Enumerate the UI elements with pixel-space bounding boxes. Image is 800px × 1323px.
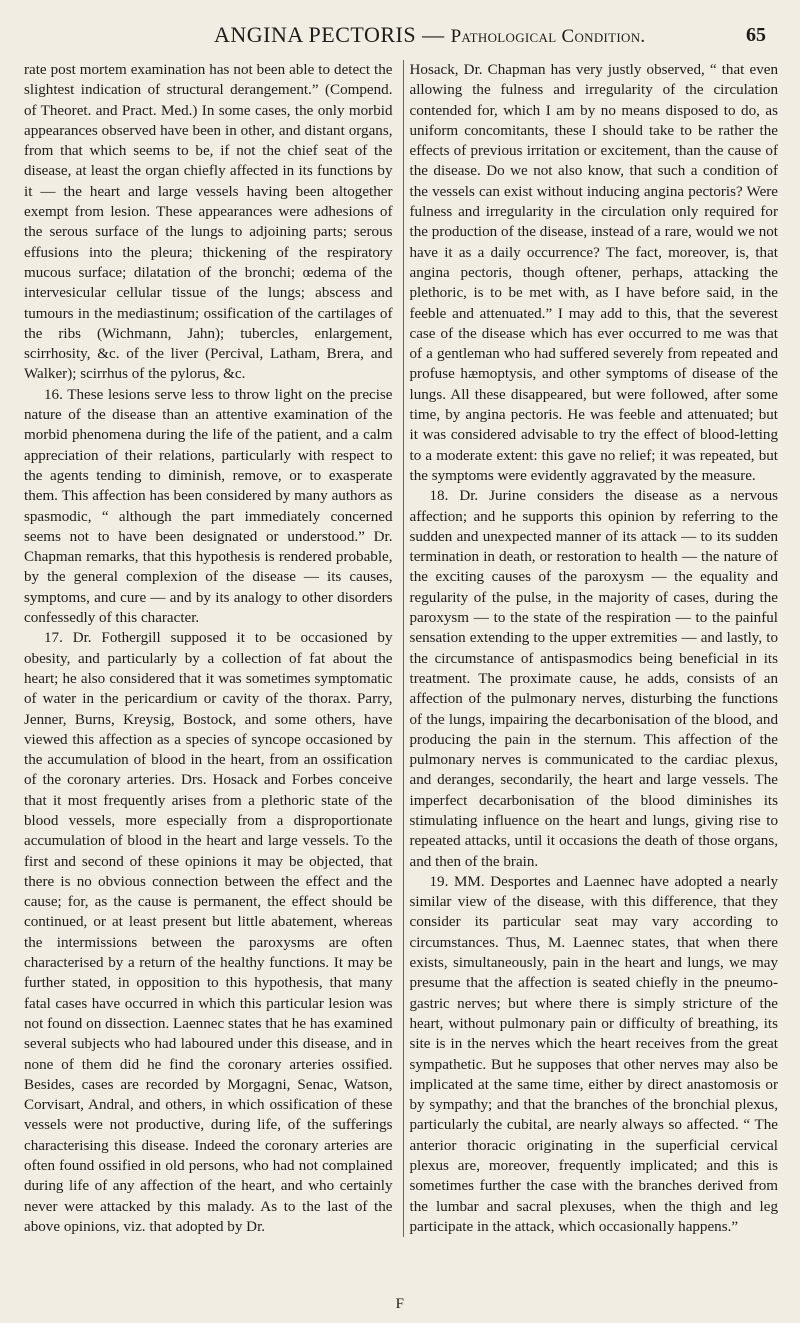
paragraph: Hosack, Dr. Chapman has very justly observed, “ that even allowing the fulness and irregularity of the circulation contended for, which I am by no means disposed to do, as uniform concomitants, these I should take to be rather the effects of previous irritation or excitement, than the cause of the disease. Do we not also know, that such a condition of the vessels can exist without inducing angina pectoris? Were fulness and irregularity in the circulation only required for the production of the disease, instead of a rare, would we not have it as a daily occurrence? The fact, moreover, is, that angina pectoris, though oftener, perhaps, attacking the plethoric, is to be met with, as I have before said, in the feeble and attenuated.” I may add to this, that the severest case of the disease which has ever occurred to me was that of a gentleman who had suffered severely from repeated and profuse hæmoptysis, and other symptoms of disease of the lungs. All these disappeared, but were followed, after some time, by angina pectoris. He was feeble and attenuated; but it was considered advisable to try the effect of blood-letting to a moderate extent: this gave no relief; it was repeated, but the symptoms were evidently aggravated by the measure. [409,62,778,484]
paragraph: 17. Dr. Fothergill supposed it to be occasioned by obesity, and particularly by a collection of fat about the heart; he also considered that it was sometimes symptomatic of water in the pericardium or cavity of the thorax. Parry, Jenner, Burns, Kreysig, Bostock, and some others, have viewed this affection as a species of syncope occasioned by the accumulation of blood in the heart, from an ossification of the coronary arteries. Drs. Hosack and Forbes conceive that it most frequently arises from a plethoric state of the blood vessels, more especially from a disproportionate accumulation of blood in the heart and large vessels. To the first and second of these opinions it may be objected, that there is no obvious connection between the effect and the cause; for, as the cause is permanent, the effect should be continued, or at least present but little abatement, whereas the intermissions between the paroxysms are often characterised by a return of the healthy functions. It may be further stated, in opposition to this hypothesis, that many fatal cases have occurred in which this particular lesion was not found on dissection. Laennec states that he has examined several subjects who had laboured under this disease, and in none of them did he find the coronary arteries ossified. Besides, cases are recorded by Morgagni, Senac, Watson, Corvisart, Andral, and others, in which ossification of these vessels were not productive, during life, of the sufferings characterising this disease. Indeed the coronary arteries are often found ossified in old persons, who had not complained during life of any affection of the heart, and who certainly never were attacked by this malady. As to the last of the above opinions, viz. that adopted by Dr. [24,630,393,1235]
paragraph: 18. Dr. Jurine considers the disease as a nervous affection; and he supports this opinion by referring to the sudden and unexpected manner of its attack — to its sudden termination in death, or restoration to health — the nature of the exciting causes of the paroxysm — the equality and regularity of the pulse, in the majority of cases, during the paroxysm — to the state of the respiration — to the painful sensation extending to the upper extremities — and lastly, to the circumstance of antispasmodics being beneficial in its treatment. The proximate cause, he adds, consists of an affection of the pulmonary nerves, disturbing the functions of the lungs, impairing the decarbonisation of the blood, and producing the pain in the sternum. This affection of the pulmonary nerves is communicated to the cardiac plexus, and deranges, secondarily, the heart and large vessels. The imperfect decarbonisation of the blood diminishes its stimulating influence on the heart and lungs, giving rise to repeated attacks, until it occasions the death of those organs, and then of the brain. [409,488,778,870]
paragraph: rate post mortem examination has not been able to detect the slightest indication of structural derangement.” (Compend. of Theoret. and Pract. Med.) In some cases, the only morbid appearances observed have been in other, and distant organs, from that which seems to be, if not the chief seat of the disease, at least the organ chiefly affected in its functions by it — the heart and large vessels having been altogether exempt from lesion. These appearances were adhesions of the serous surface of the lungs to adjoining parts; serous effusions into the pleura; thickening of the respiratory mucous surface; dilatation of the bronchi; œdema of the intervesicular cellular tissue of the lungs; abscess and tumours in the mediastinum; ossification of the cartilages of the ribs (Wichmann, Jahn); tubercles, enlargement, scirrhosity, &c. of the liver (Percival, Latham, Brera, and Walker); scirrhus of the pylorus, &c. [24,62,393,383]
left-column [24,60,393,1237]
page-number: 65 [746,24,766,46]
signature-mark: F [395,1296,404,1312]
right-column [403,60,779,1237]
running-title-sub: Pathological Condition. [450,26,646,47]
text-columns [24,60,778,1237]
paragraph: 16. These lesions serve less to throw light on the precise nature of the disease than an attentive examination of the morbid phenomena during the life of the patient, and a calm appreciation of their relations, particularly with respect to the agents tending to diminish, remove, or to exasperate them. This affection has been considered by many authors as spasmodic, “ although the part immediately concerned seems not to have been designated or understood.” Dr. Chapman remarks, that this hypothesis is rendered probable, by the general complexion of the disease — its causes, symptoms, and cure — and by its analogy to other disorders confessedly of this character. [24,386,393,627]
page-header [24,20,778,50]
running-title [214,22,645,48]
paragraph: 19. MM. Desportes and Laennec have adopted a nearly similar view of the disease, with this difference, that they consider its particular seat may vary according to circumstances. Thus, M. Laennec states, that when there exists, simultaneously, pain in the heart and lungs, we may presume that the affection is seated chiefly in the pneumo-gastric nerves; but where there is simply stricture of the heart, without pulmonary pain or difficulty of breathing, its site is in the nerves which the heart receives from the great sympathetic. But he supposes that other nerves may also be implicated at the same time, either by direct anastomosis or by sympathy; and that the branches of the bronchial plexus, particularly the cubital, are nearly always so affected. “ The anterior thoracic originating in the superficial cervical plexus are, moreover, frequently implicated; and this is sometimes further the case with the branches derived from the lumbar and sacral plexuses, when the thigh and leg participate in the attack, which occasionally happens.” [409,873,778,1235]
running-title-main: ANGINA PECTORIS — [214,22,451,47]
